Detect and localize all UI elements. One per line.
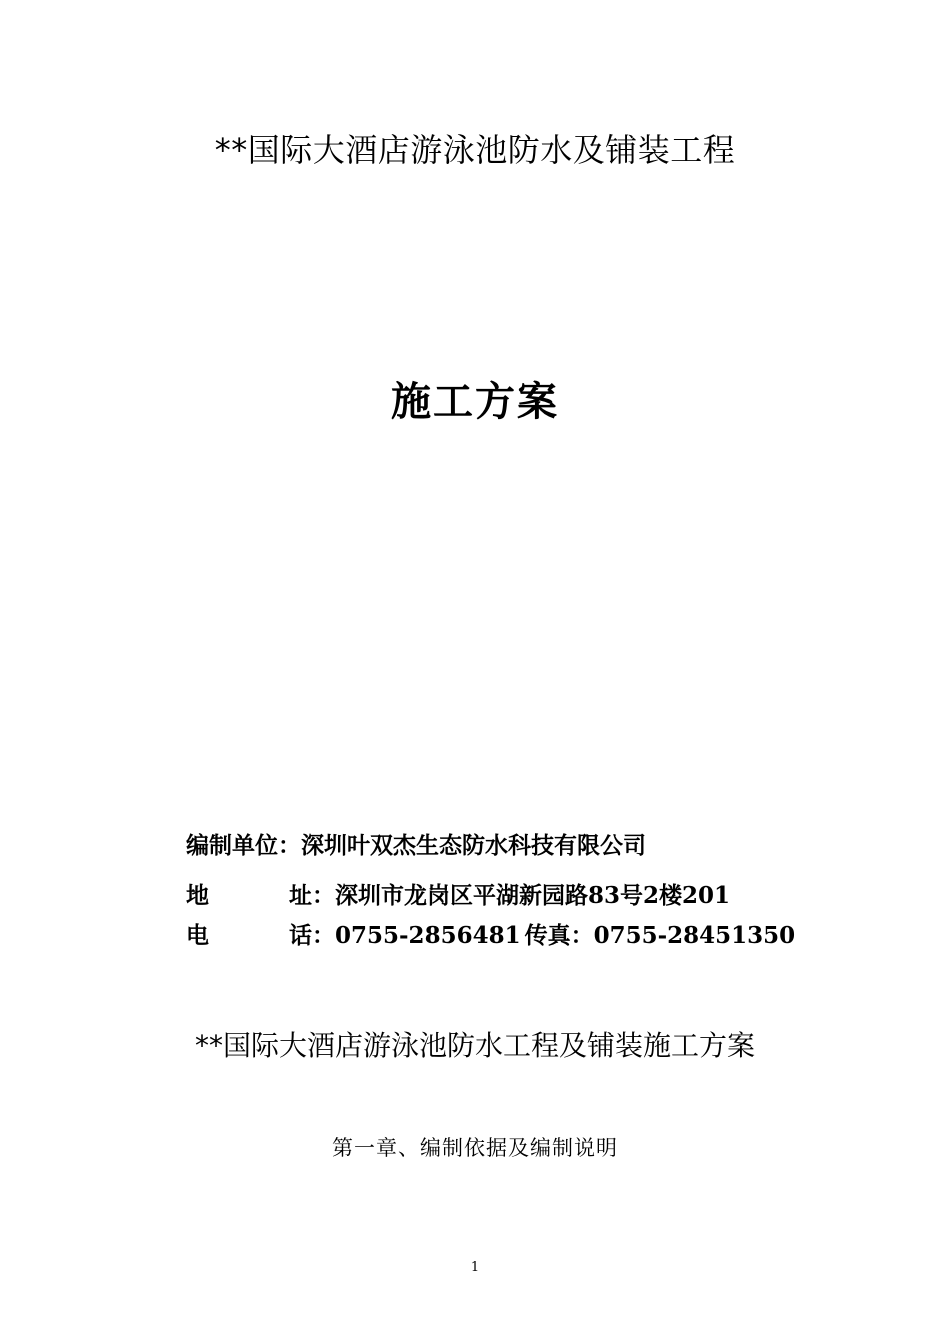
unit-value: 深圳叶双杰生态防水科技有限公司	[301, 833, 646, 859]
unit-row	[186, 826, 886, 870]
address-label	[186, 876, 312, 916]
address-label-char1: 地	[186, 883, 209, 909]
address-row	[186, 876, 886, 916]
main-title: **国际大酒店游泳池防水及铺装工程	[214, 131, 736, 169]
phone-separator: ：	[312, 923, 335, 949]
unit-separator: ：	[278, 833, 301, 859]
company-info	[186, 826, 886, 956]
fax-value: 0755-28451350	[593, 922, 796, 949]
phone-label-char1: 电	[186, 923, 209, 949]
phone-label	[186, 916, 312, 956]
plan-title: 施工方案	[391, 379, 559, 425]
phone-label-char2: 话	[289, 923, 312, 949]
second-title: **国际大酒店游泳池防水工程及铺装施工方案	[194, 1029, 755, 1062]
unit-label: 编制单位	[186, 833, 278, 859]
address-label-char2: 址	[289, 883, 312, 909]
address-separator: ：	[312, 883, 335, 909]
chapter-heading: 第一章、编制依据及编制说明	[332, 1136, 618, 1160]
phone-row	[186, 916, 886, 956]
fax-label: 传真：	[524, 923, 594, 949]
address-value: 深圳市龙岗区平湖新园路83号2楼201	[335, 882, 731, 909]
phone-value: 0755-2856481	[335, 922, 521, 949]
page-number: 1	[470, 1260, 480, 1275]
